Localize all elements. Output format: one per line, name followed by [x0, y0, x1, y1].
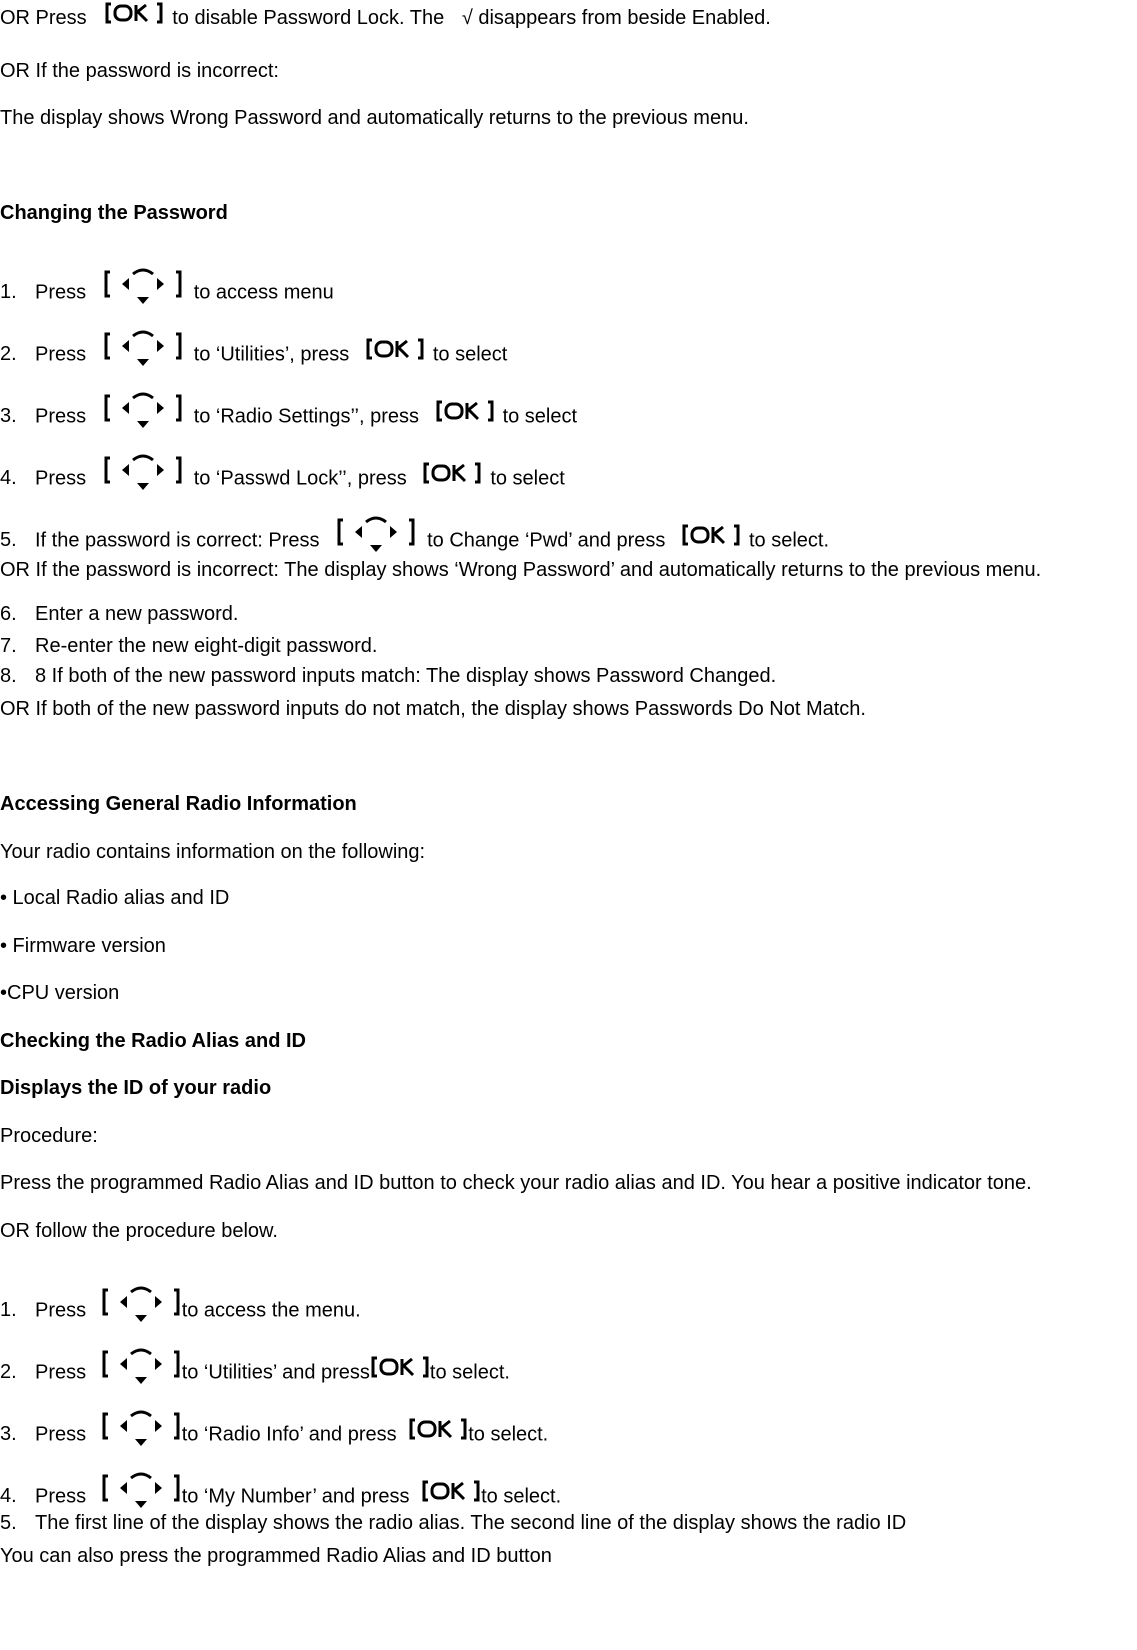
intro-text-c: √ disappears from beside Enabled. [461, 7, 771, 29]
change-step-5 [0, 520, 829, 562]
ok-key-icon [422, 461, 482, 485]
ok-key-icon [408, 1417, 468, 1441]
intro-text-b: to disable Password Lock. The [172, 7, 445, 29]
list-item: •CPU version [0, 982, 120, 1004]
step-number: 5. [0, 1512, 17, 1534]
step-text: Press [35, 1299, 87, 1322]
step-text: Press [35, 1485, 87, 1508]
navigation-keys-icon [100, 1470, 182, 1512]
step-text: If the password is correct: Press [35, 529, 320, 552]
navigation-keys-icon [100, 1408, 182, 1450]
step-text: 8 If both of the new password inputs match: The display shows Password Changed. [35, 665, 777, 687]
step-text: to select. [468, 1423, 549, 1446]
ok-key-icon [421, 1479, 481, 1503]
intro-line-1 [0, 6, 771, 31]
step-text: to select [490, 467, 565, 490]
ok-key-icon [365, 337, 425, 361]
subheading-displays-id: Displays the ID of your radio [0, 1077, 272, 1099]
ok-key-icon [370, 1355, 430, 1379]
navigation-keys-icon [102, 452, 184, 494]
step-number: 7. [0, 635, 17, 657]
step-text: to access menu [193, 281, 334, 304]
step-text: to select. [748, 529, 830, 552]
step-number: 8. [0, 665, 17, 687]
alias-last-line: You can also press the programmed Radio Alias and ID button [0, 1545, 552, 1567]
step-number: 4. [0, 1485, 17, 1508]
step-text: to ‘My Number’ and press [181, 1485, 410, 1508]
intro-text-a: OR Press [0, 7, 87, 29]
step-text: to ‘Radio Settings’’, press [193, 405, 419, 428]
step-text: to access the menu. [181, 1299, 361, 1322]
step-number: 2. [0, 343, 17, 366]
step-number: 6. [0, 603, 17, 625]
ok-key-icon [104, 1, 164, 25]
info-intro: Your radio contains information on the following: [0, 841, 426, 863]
step-text: Press [35, 467, 87, 490]
alias-or-line: OR follow the procedure below. [0, 1220, 278, 1242]
ok-key-icon [681, 523, 741, 547]
step-number: 2. [0, 1361, 17, 1384]
step-number: 1. [0, 1299, 17, 1322]
step-number: 3. [0, 405, 17, 428]
navigation-keys-icon [102, 390, 184, 432]
navigation-keys-icon [102, 266, 184, 308]
step-text: to Change ‘Pwd’ and press [427, 529, 666, 552]
step-text: to ‘Radio Info’ and press [181, 1423, 397, 1446]
navigation-keys-icon [100, 1346, 182, 1388]
step-text: The first line of the display shows the radio alias. The second line of the display shows the radio ID [35, 1512, 907, 1534]
step-number: 5. [0, 529, 17, 552]
step-text: Press [35, 1423, 87, 1446]
navigation-keys-icon [100, 1284, 182, 1326]
alias-paragraph: Press the programmed Radio Alias and ID button to check your radio alias and ID. You hear a positive indicator tone. [0, 1172, 1032, 1194]
section-heading-general-info: Accessing General Radio Information [0, 793, 357, 815]
change-or-line: OR If the password is incorrect: The display shows ‘Wrong Password’ and automatically returns to the previous menu. [0, 559, 1042, 581]
step-text: Press [35, 405, 87, 428]
procedure-label: Procedure: [0, 1125, 98, 1147]
step-text: Press [35, 281, 87, 304]
step-text: to ‘Utilities’, press [193, 343, 350, 366]
change-step-2 [0, 334, 507, 376]
intro-line-2: OR If the password is incorrect: [0, 60, 279, 82]
step-text: to select. [429, 1361, 510, 1384]
navigation-keys-icon [102, 328, 184, 370]
list-item: • Firmware version [0, 935, 166, 957]
step-text: Press [35, 343, 87, 366]
alias-step-3 [0, 1414, 548, 1456]
ok-key-icon [435, 399, 495, 423]
step-text: to select [432, 343, 508, 366]
alias-step-2 [0, 1352, 510, 1394]
change-step-8 [0, 664, 776, 688]
alias-step-5 [0, 1511, 906, 1535]
change-step-3 [0, 396, 577, 438]
step-number: 1. [0, 281, 17, 304]
section-heading-changing-password: Changing the Password [0, 202, 228, 224]
step-text: Re-enter the new eight-digit password. [35, 635, 378, 657]
step-text: Enter a new password. [35, 603, 239, 625]
intro-line-3: The display shows Wrong Password and automatically returns to the previous menu. [0, 107, 749, 129]
step-text: to select [502, 405, 578, 428]
change-or-mismatch: OR If both of the new password inputs do not match, the display shows Passwords Do Not Match. [0, 698, 866, 720]
step-number: 4. [0, 467, 17, 490]
alias-step-1 [0, 1290, 361, 1332]
step-text: to select. [481, 1485, 562, 1508]
change-step-1 [0, 272, 334, 314]
change-step-7 [0, 634, 377, 658]
step-text: to ‘Passwd Lock’’, press [193, 467, 407, 490]
change-step-6 [0, 602, 238, 626]
section-heading-alias-id: Checking the Radio Alias and ID [0, 1030, 306, 1052]
navigation-keys-icon [335, 514, 417, 556]
step-number: 3. [0, 1423, 17, 1446]
change-step-4 [0, 458, 565, 500]
step-text: Press [35, 1361, 87, 1384]
list-item: • Local Radio alias and ID [0, 887, 230, 909]
step-text: to ‘Utilities’ and press [181, 1361, 370, 1384]
